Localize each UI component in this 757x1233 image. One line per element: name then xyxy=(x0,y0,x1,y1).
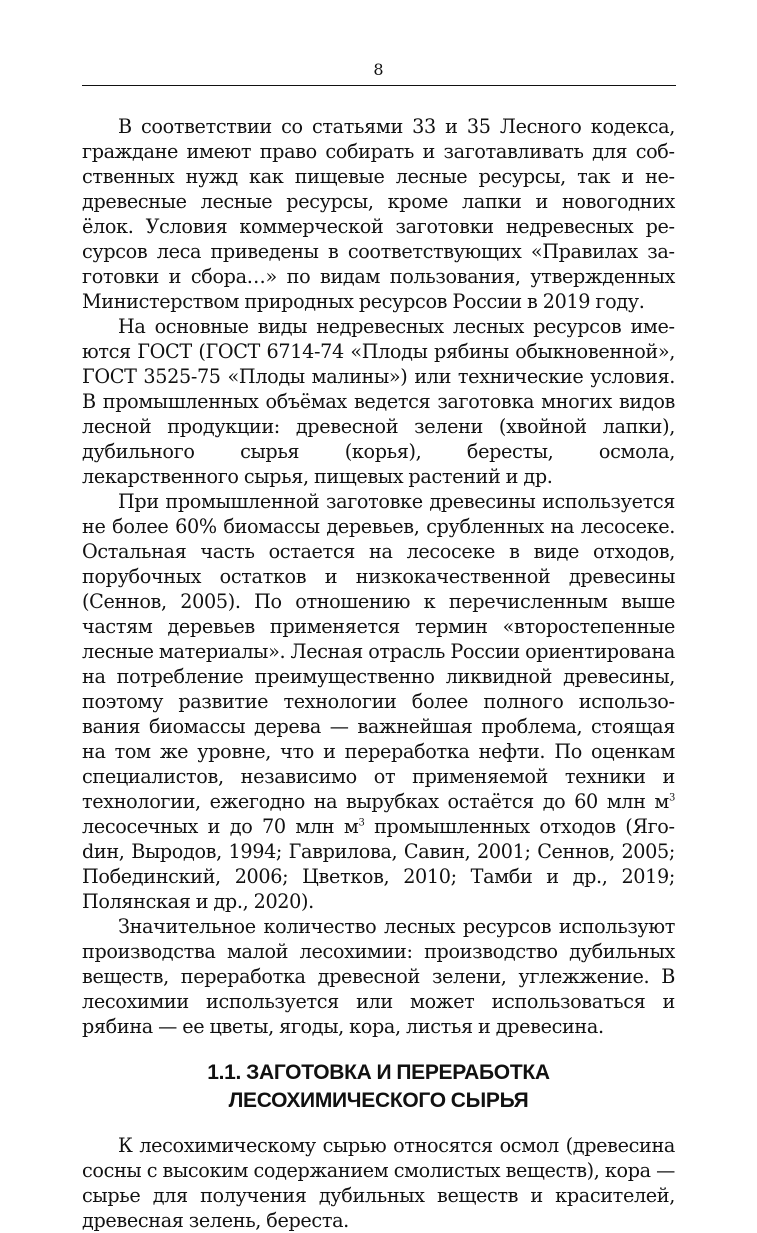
cubic-superscript: 3 xyxy=(358,817,365,829)
biomass-text-part2: лесосечных и до 70 млн м xyxy=(82,815,359,838)
section-heading-line2: ЛЕСОХИМИЧЕСКОГО СЫРЬЯ xyxy=(228,1089,529,1112)
section-heading xyxy=(82,1059,675,1115)
section-heading-line1: 1.1. ЗАГОТОВКА И ПЕРЕРАБОТКА xyxy=(207,1061,550,1084)
cubic-superscript: 3 xyxy=(668,792,675,804)
paragraph-gost-standards: На основные виды недревесных лесных ресурсов имеются ГОСТ (ГОСТ 6714-74 «Плоды рябины обыкновенной», ГОСТ 3525-75 «Плоды малины») или технические условия. В промышленных объёмах ведется заготовка многих видов лесной продукции: древесной зелени (хвойной лапки), дубильного сырья (корья), бересты, осмола, лекарственного сырья, пищевых растений и др. xyxy=(82,315,675,488)
body-text xyxy=(82,114,675,1233)
paragraph-small-forest-chemistry: Значительное количество лесных ресурсов используют производства малой лесохимии: производство дубильных веществ, переработка древесной зелени, углежжение. В лесохимии используется или может использоваться и рябина — ее цветы, ягоды, кора, листья и древесина. xyxy=(82,915,675,1038)
paragraph-raw-materials: К лесохимическому сырью относятся осмол (древесина сосны с высоким содержанием смолистых веществ), кора — сырье для получения дубильных веществ и красителей, древесная зелень, береста. xyxy=(82,1134,675,1232)
paragraph-forest-code: В соответствии со статьями 33 и 35 Лесного кодекса, граждане имеют право собирать и заготавливать для собственных нужд как пищевые лесные ресурсы, так и недревесные лесные ресурсы, кроме лапки и новогодних ёлок. Условия коммерческой заготовки недревесных ресурсов леса приведены в соответствующих «Правилах заготовки и сбора…» по видам пользования, утвержденных Министерством природных ресурсов России в 2019 году. xyxy=(82,115,675,313)
page-number: 8 xyxy=(373,60,384,79)
paragraph-biomass xyxy=(82,489,675,914)
header-rule xyxy=(82,85,676,86)
biomass-text-part1: При промышленной заготовке древесины используется не более 60% биомассы деревьев, срубленных на лесосеке. Остальная часть остается на лесосеке в виде отходов, порубочных остатков и низкокачественной древесины (Сеннов, 2005). По отношению к перечисленным выше частям деревьев применяется термин «второстепенные лесные материалы». Лесная отрасль России ориентирована на потребление преимущественно ликвидной древесины, поэтому развитие технологии более полного использования биомассы дерева — важнейшая проблема, стоящая на том же уровне, что и переработка нефти. По оценкам специалистов, независимо от применяемой техники и технологии, ежегодно на вырубках остаётся до 60 млн м xyxy=(82,490,675,813)
biomass-text-part3: промышленных отходов (Ягоdин, Выродов, 1994; Гаврилова, Савин, 2001; Сеннов, 2005; Побединский, 2006; Цветков, 2010; Тамби и др., 2019; Полянская и др., 2020). xyxy=(82,815,675,913)
